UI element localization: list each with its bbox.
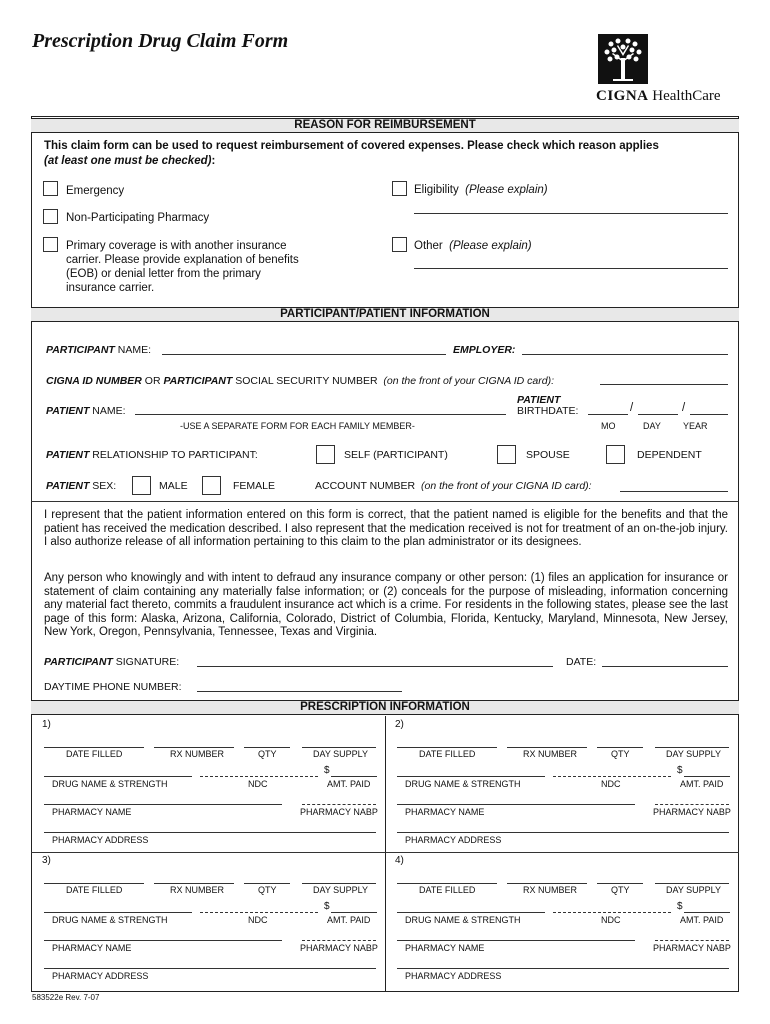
pharmacy-address-line[interactable] (397, 832, 729, 833)
section-header-participant: PARTICIPANT/PATIENT INFORMATION (31, 307, 739, 322)
date-filled-line[interactable] (397, 747, 497, 748)
amt-paid-line[interactable] (684, 776, 730, 777)
pharmacy-address-line[interactable] (44, 968, 376, 969)
eligibility-checkbox[interactable] (392, 181, 407, 196)
fraud-warning-paragraph: Any person who knowingly and with intent to defraud any insurance company or other person: (1) files an application for insurance or statement of claim containing any materially false information; or (2) conceals for the purpose of misleading, information concerning any material fact thereto, commits a fraudulent insurance act which is a crime. For residents in the following states, please see the last page of this form: Alaska, Arizona, California, Colorado, District of Columbia, Florida, Kentucky, Maryland, Minnesota, New Jersey, New York, Oregon, Pennsylvania, Tennessee, Texas and Virginia. (44, 572, 728, 639)
pharmacy-name-caption: PHARMACY NAME (405, 807, 485, 817)
rx-block-label: 3) (42, 855, 51, 866)
prescription-center-divider (385, 716, 386, 992)
primary-coverage-line4: insurance carrier. (66, 282, 155, 294)
drug-name-caption: DRUG NAME & STRENGTH (52, 915, 168, 925)
birth-month-line[interactable] (588, 414, 628, 415)
employer-label: EMPLOYER: (453, 344, 516, 356)
drug-name-line[interactable] (397, 776, 545, 777)
account-number-line[interactable] (620, 491, 728, 492)
patient-name-label: PATIENT NAME: (46, 405, 126, 417)
primary-coverage-line2: carrier. Please provide explanation of benefits (66, 254, 299, 266)
pharmacy-address-caption: PHARMACY ADDRESS (405, 971, 502, 981)
dollar-sign: $ (324, 765, 330, 776)
phone-label: DAYTIME PHONE NUMBER: (44, 681, 182, 693)
date-filled-line[interactable] (44, 883, 144, 884)
pharmacy-nabp-caption: PHARMACY NABP (653, 943, 731, 953)
dollar-sign: $ (677, 765, 683, 776)
section-header-prescription: PRESCRIPTION INFORMATION (31, 700, 739, 715)
birthdate-label: BIRTHDATE: (517, 405, 579, 417)
primary-coverage-checkbox[interactable] (43, 237, 58, 252)
day-supply-line[interactable] (655, 883, 729, 884)
dependent-label: DEPENDENT (637, 449, 702, 461)
drug-name-caption: DRUG NAME & STRENGTH (405, 779, 521, 789)
pharmacy-nabp-line[interactable] (655, 804, 729, 805)
other-explain-line[interactable] (414, 268, 728, 269)
rx-block-label: 2) (395, 719, 404, 730)
phone-line[interactable] (197, 691, 402, 692)
separate-form-note: -USE A SEPARATE FORM FOR EACH FAMILY MEMBER- (180, 421, 415, 431)
pharmacy-address-line[interactable] (44, 832, 376, 833)
pharmacy-address-line[interactable] (397, 968, 729, 969)
pharmacy-name-caption: PHARMACY NAME (52, 943, 132, 953)
amt-paid-line[interactable] (331, 912, 377, 913)
other-checkbox[interactable] (392, 237, 407, 252)
ndc-caption: NDC (601, 779, 621, 789)
reason-intro: This claim form can be used to request reimbursement of covered expenses. Please check which reason applies (44, 140, 659, 152)
male-label: MALE (159, 480, 188, 492)
relationship-label: PATIENT RELATIONSHIP TO PARTICIPANT: (46, 449, 258, 461)
rx-block-label: 4) (395, 855, 404, 866)
amt-paid-caption: AMT. PAID (327, 779, 371, 789)
female-label: FEMALE (233, 480, 276, 492)
qty-line[interactable] (597, 747, 643, 748)
eligibility-label: Eligibility (Please explain) (414, 184, 548, 196)
rx-number-caption: RX NUMBER (523, 749, 578, 759)
primary-coverage-line3: (EOB) or denial letter from the primary (66, 268, 261, 280)
rx-number-line[interactable] (154, 883, 234, 884)
date-filled-caption: DATE FILLED (66, 885, 123, 895)
rx-number-caption: RX NUMBER (523, 885, 578, 895)
day-supply-line[interactable] (655, 747, 729, 748)
id-number-label: CIGNA ID NUMBER OR PARTICIPANT SOCIAL SECURITY NUMBER (on the front of your CIGNA ID card): (46, 375, 555, 387)
qty-caption: QTY (258, 749, 277, 759)
ndc-line[interactable] (200, 912, 318, 913)
rx-number-caption: RX NUMBER (170, 885, 225, 895)
day-supply-line[interactable] (302, 883, 376, 884)
amt-paid-caption: AMT. PAID (327, 915, 371, 925)
emergency-label: Emergency (66, 185, 125, 197)
id-number-line[interactable] (600, 384, 728, 385)
date-filled-caption: DATE FILLED (419, 885, 476, 895)
pharmacy-address-caption: PHARMACY ADDRESS (52, 971, 149, 981)
pharmacy-name-line[interactable] (397, 940, 635, 941)
drug-name-caption: DRUG NAME & STRENGTH (405, 915, 521, 925)
birth-slash-2: / (682, 402, 686, 414)
pharmacy-name-caption: PHARMACY NAME (52, 807, 132, 817)
pharmacy-nabp-caption: PHARMACY NABP (653, 807, 731, 817)
drug-name-caption: DRUG NAME & STRENGTH (52, 779, 168, 789)
day-supply-caption: DAY SUPPLY (666, 885, 722, 895)
sex-label: PATIENT SEX: (46, 480, 117, 492)
ndc-line[interactable] (200, 776, 318, 777)
participant-name-label: PARTICIPANT NAME: (46, 344, 152, 356)
eligibility-explain-line[interactable] (414, 213, 728, 214)
rx-number-line[interactable] (507, 883, 587, 884)
qty-line[interactable] (244, 883, 290, 884)
date-label: DATE: (566, 656, 597, 668)
other-label: Other (Please explain) (414, 240, 532, 252)
signature-label: PARTICIPANT SIGNATURE: (44, 656, 180, 668)
self-label: SELF (PARTICIPANT) (344, 449, 448, 461)
ndc-caption: NDC (248, 915, 268, 925)
day-supply-caption: DAY SUPPLY (666, 749, 722, 759)
pharmacy-address-caption: PHARMACY ADDRESS (405, 835, 502, 845)
pharmacy-name-line[interactable] (44, 940, 282, 941)
emergency-checkbox[interactable] (43, 181, 58, 196)
prescription-row-divider (31, 852, 739, 853)
reason-intro-note: (at least one must be checked): (44, 155, 216, 167)
pharmacy-nabp-line[interactable] (302, 804, 376, 805)
spouse-label: SPOUSE (526, 449, 570, 461)
ndc-caption: NDC (601, 915, 621, 925)
amt-paid-caption: AMT. PAID (680, 779, 724, 789)
pharmacy-address-caption: PHARMACY ADDRESS (52, 835, 149, 845)
cigna-tree-logo (598, 34, 648, 84)
pharmacy-name-line[interactable] (44, 804, 282, 805)
qty-caption: QTY (258, 885, 277, 895)
day-caption: DAY (643, 421, 661, 431)
date-filled-caption: DATE FILLED (419, 749, 476, 759)
dollar-sign: $ (677, 901, 683, 912)
drug-name-line[interactable] (397, 912, 545, 913)
signature-line[interactable] (197, 666, 553, 667)
cigna-healthcare-wordmark: CIGNA HealthCare (596, 88, 721, 104)
rx-number-line[interactable] (154, 747, 234, 748)
date-filled-caption: DATE FILLED (66, 749, 123, 759)
non-participating-checkbox[interactable] (43, 209, 58, 224)
pharmacy-nabp-line[interactable] (655, 940, 729, 941)
date-line[interactable] (602, 666, 728, 667)
dollar-sign: $ (324, 901, 330, 912)
form-title: Prescription Drug Claim Form (32, 30, 289, 52)
drug-name-line[interactable] (44, 776, 192, 777)
participant-name-line[interactable] (162, 354, 446, 355)
pharmacy-nabp-caption: PHARMACY NABP (300, 807, 378, 817)
non-participating-label: Non-Participating Pharmacy (66, 212, 210, 224)
ndc-line[interactable] (553, 912, 671, 913)
mo-caption: MO (601, 421, 616, 431)
pharmacy-name-caption: PHARMACY NAME (405, 943, 485, 953)
section-header-reason: REASON FOR REIMBURSEMENT (31, 118, 739, 133)
dependent-checkbox[interactable] (606, 445, 625, 464)
self-checkbox[interactable] (316, 445, 335, 464)
rx-block-label: 1) (42, 719, 51, 730)
drug-name-line[interactable] (44, 912, 192, 913)
birth-day-line[interactable] (638, 414, 678, 415)
day-supply-caption: DAY SUPPLY (313, 885, 369, 895)
section-divider (31, 501, 739, 502)
date-filled-line[interactable] (44, 747, 144, 748)
year-caption: YEAR (683, 421, 708, 431)
primary-coverage-line1: Primary coverage is with another insurance (66, 240, 287, 252)
amt-paid-caption: AMT. PAID (680, 915, 724, 925)
patient-name-line[interactable] (135, 414, 506, 415)
pharmacy-nabp-caption: PHARMACY NABP (300, 943, 378, 953)
amt-paid-line[interactable] (684, 912, 730, 913)
ndc-caption: NDC (248, 779, 268, 789)
female-checkbox[interactable] (202, 476, 221, 495)
qty-caption: QTY (611, 749, 630, 759)
amt-paid-line[interactable] (331, 776, 377, 777)
birth-year-line[interactable] (690, 414, 728, 415)
pharmacy-nabp-line[interactable] (302, 940, 376, 941)
qty-caption: QTY (611, 885, 630, 895)
qty-line[interactable] (244, 747, 290, 748)
day-supply-line[interactable] (302, 747, 376, 748)
day-supply-caption: DAY SUPPLY (313, 749, 369, 759)
rx-number-caption: RX NUMBER (170, 749, 225, 759)
date-filled-line[interactable] (397, 883, 497, 884)
birth-slash-1: / (630, 402, 634, 414)
pharmacy-name-line[interactable] (397, 804, 635, 805)
spouse-checkbox[interactable] (497, 445, 516, 464)
employer-line[interactable] (522, 354, 728, 355)
certification-paragraph: I represent that the patient information entered on this form is correct, that the patient named is eligible for the benefits and that the patient has received the medication described. I also represent that the medication received is not for treatment of an on-the-job injury. I also authorize release of all information pertaining to this claim to the plan administrator or its designees. (44, 509, 728, 549)
account-number-label: ACCOUNT NUMBER (on the front of your CIGNA ID card): (315, 480, 592, 492)
rx-number-line[interactable] (507, 747, 587, 748)
qty-line[interactable] (597, 883, 643, 884)
ndc-line[interactable] (553, 776, 671, 777)
male-checkbox[interactable] (132, 476, 151, 495)
form-code: 583522e Rev. 7-07 (32, 993, 100, 1002)
patient-birthdate-word: PATIENT (517, 394, 561, 406)
